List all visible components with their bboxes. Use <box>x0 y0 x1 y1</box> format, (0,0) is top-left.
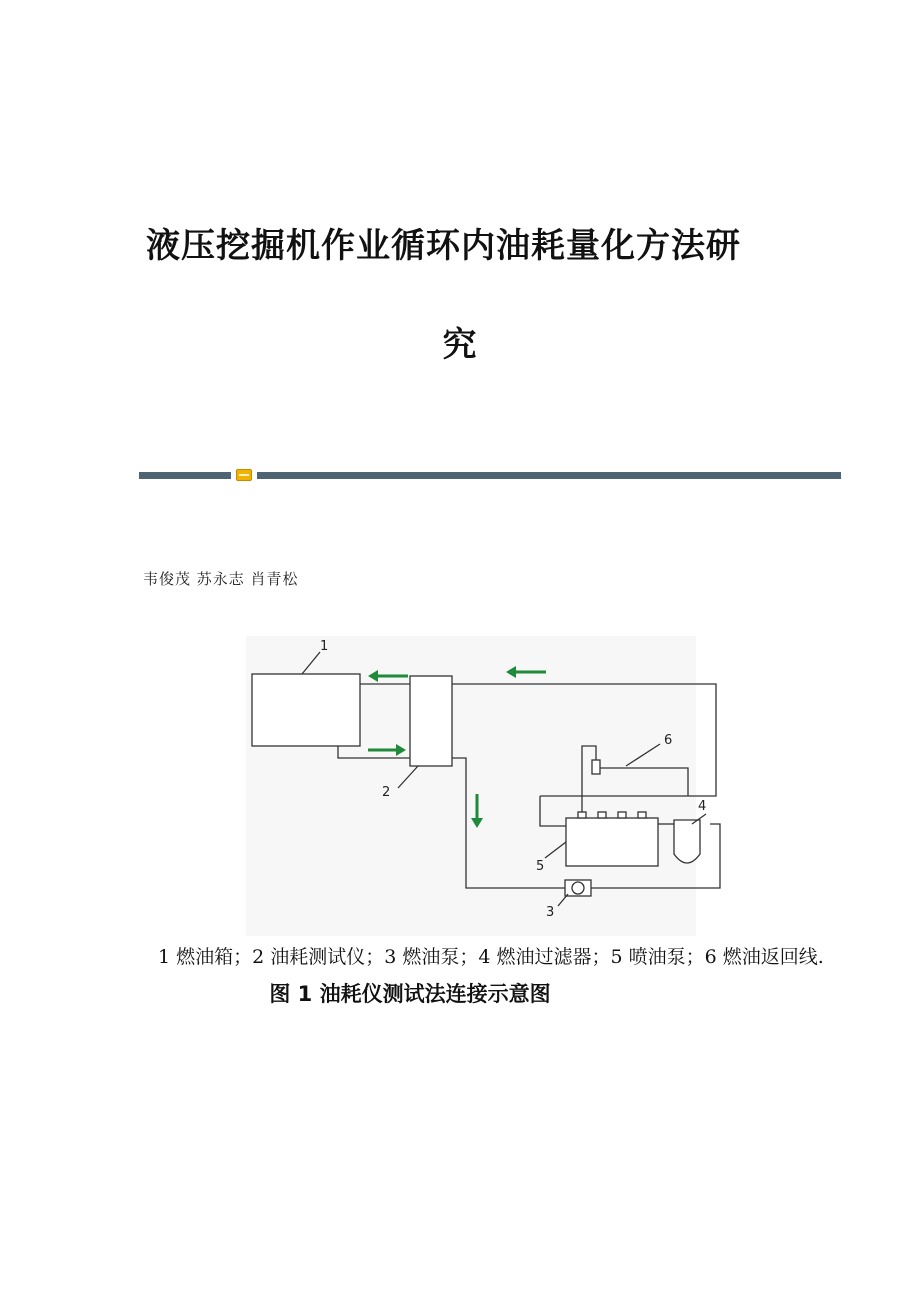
injection-pump <box>566 818 658 866</box>
injector <box>592 760 600 774</box>
fuel-filter <box>674 820 700 863</box>
label-6: 6 <box>664 733 673 748</box>
label-4: 4 <box>698 799 707 814</box>
divider-bar-right <box>257 472 841 479</box>
figure-legend: 1 燃油箱；2 油耗测试仪；3 燃油泵；4 燃油过滤器；5 喷油泵；6 燃油返回线. <box>158 946 824 968</box>
fuel-meter <box>410 676 452 766</box>
fuel-tank <box>252 674 360 746</box>
fuel-system-diagram <box>150 636 830 936</box>
label-2: 2 <box>382 785 391 800</box>
figure-1 <box>150 636 830 1006</box>
label-5: 5 <box>536 859 545 874</box>
figure-caption: 图 1 油耗仪测试法连接示意图 <box>269 982 551 1006</box>
divider-emblem-icon <box>236 469 252 481</box>
divider-bar-left <box>139 472 231 479</box>
label-3: 3 <box>546 905 555 920</box>
document-title-line-1: 液压挖掘机作业循环内油耗量化方法研 <box>146 226 741 266</box>
authors: 韦俊茂 苏永志 肖青松 <box>143 570 299 588</box>
label-1: 1 <box>320 639 329 654</box>
document-title-line-2: 究 <box>442 325 478 365</box>
title-divider <box>139 471 841 480</box>
